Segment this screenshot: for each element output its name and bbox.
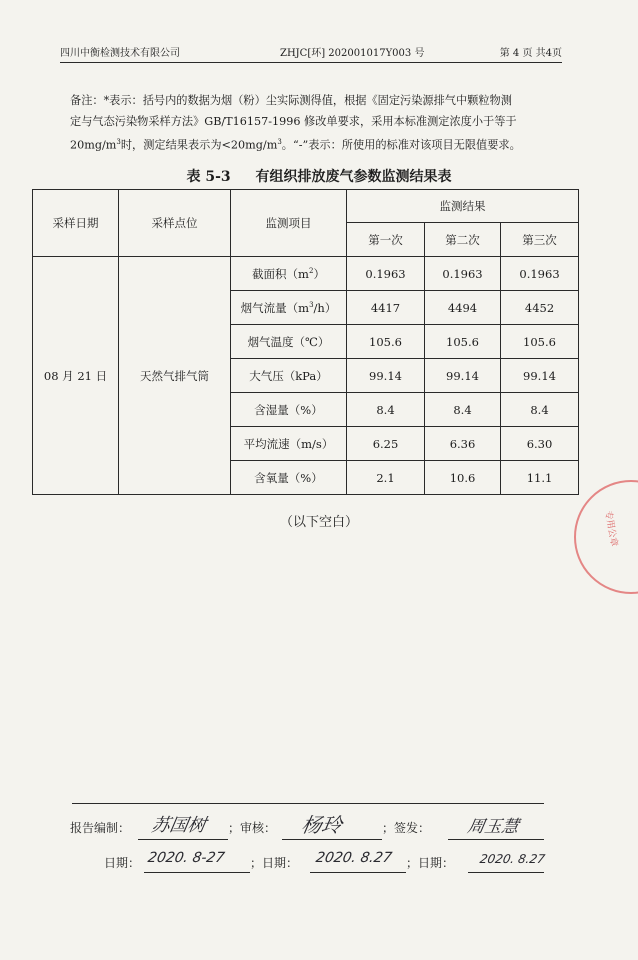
header-third: 第三次	[501, 223, 579, 257]
value-cell: 4417	[347, 291, 425, 325]
date-label-1: 日期：	[104, 856, 141, 870]
value-cell: 8.4	[501, 393, 579, 427]
date-3-underline	[468, 872, 544, 873]
item-cell: 大气压（kPa）	[231, 359, 347, 393]
table-title	[0, 166, 638, 186]
header-monitoring-result: 监测结果	[347, 190, 579, 223]
item-cell: 烟气温度（℃）	[231, 325, 347, 359]
item-cell: 含湿量（%）	[231, 393, 347, 427]
header-sampling-point: 采样点位	[119, 190, 231, 257]
value-cell: 8.4	[347, 393, 425, 427]
review-signature: 杨玲	[299, 813, 344, 837]
header-second: 第二次	[425, 223, 501, 257]
header-first: 第一次	[347, 223, 425, 257]
report-number: ZHJC[环] 202001017Y003 号	[280, 48, 425, 59]
value-cell: 11.1	[501, 461, 579, 495]
value-cell: 6.30	[501, 427, 579, 461]
sampling-date-cell: 08 月 21 日	[33, 257, 119, 495]
table-row	[33, 257, 579, 291]
note-line-3: $20mg/m^3$时，测定结果表示为$<20mg/m^3$。“-”表示：所使用的标准对该项目无限值要求。	[70, 138, 521, 152]
note-line-2: 定与气态污染物采样方法》GB/T16157-1996 修改单要求，采用本标准测定浓度小于等于	[70, 115, 517, 128]
date-label-2: ；日期：	[250, 856, 299, 870]
item-cell: 平均流速（m/s）	[231, 427, 347, 461]
table-title-text: 有组织排放废气参数监测结果表	[255, 169, 452, 185]
value-cell: 4452	[501, 291, 579, 325]
item-cell: 截面积$(m^2)$	[231, 257, 347, 291]
value-cell: 10.6	[425, 461, 501, 495]
prepared-by-label: 报告编制：	[70, 821, 131, 835]
page-number: 第 4 页 共4页	[499, 48, 562, 59]
date-label-3: ；日期：	[406, 856, 455, 870]
header-monitoring-item: 监测项目	[231, 190, 347, 257]
company-name: 四川中衡检测技术有限公司	[60, 48, 180, 59]
issue-signature: 周玉慧	[465, 817, 521, 837]
value-cell: 105.6	[347, 325, 425, 359]
review-underline	[282, 839, 382, 840]
date-2-handwritten: 2020. 8.27	[314, 850, 394, 866]
item-cell: 烟气流量$(m^3/h)$	[231, 291, 347, 325]
value-cell: 0.1963	[501, 257, 579, 291]
remark-note	[70, 90, 562, 156]
emission-parameter-table	[32, 189, 579, 495]
value-cell: 6.36	[425, 427, 501, 461]
issue-label: ；签发：	[382, 821, 431, 835]
page-header	[60, 44, 562, 62]
note-line-1: 备注：*表示：括号内的数据为烟（粉）尘实际测得值，根据《固定污染源排气中颗粒物测	[70, 94, 512, 107]
header-sampling-date: 采样日期	[33, 190, 119, 257]
header-divider	[60, 62, 562, 63]
value-cell: 4494	[425, 291, 501, 325]
value-cell: 99.14	[425, 359, 501, 393]
prepared-by-underline	[138, 839, 228, 840]
value-cell: 0.1963	[347, 257, 425, 291]
value-cell: 105.6	[501, 325, 579, 359]
table-header-row-1	[33, 190, 579, 223]
value-cell: 99.14	[347, 359, 425, 393]
value-cell: 105.6	[425, 325, 501, 359]
value-cell: 6.25	[347, 427, 425, 461]
prepared-by-signature: 苏国树	[149, 815, 208, 836]
signature-divider	[72, 803, 544, 804]
date-3-handwritten: 2020. 8.27	[478, 852, 547, 866]
sampling-point-cell: 天然气排气筒	[119, 257, 231, 495]
review-label: ；审核：	[228, 821, 277, 835]
date-1-handwritten: 2020. 8-27	[146, 850, 226, 866]
value-cell: 2.1	[347, 461, 425, 495]
table-number: 表 5-3	[186, 169, 231, 185]
item-cell: 含氧量（%）	[231, 461, 347, 495]
date-1-underline	[144, 872, 250, 873]
date-2-underline	[310, 872, 406, 873]
blank-below-note: （以下空白）	[279, 515, 358, 530]
value-cell: 99.14	[501, 359, 579, 393]
value-cell: 0.1963	[425, 257, 501, 291]
issue-underline	[448, 839, 544, 840]
seal-text: 专用公章	[602, 510, 619, 548]
value-cell: 8.4	[425, 393, 501, 427]
